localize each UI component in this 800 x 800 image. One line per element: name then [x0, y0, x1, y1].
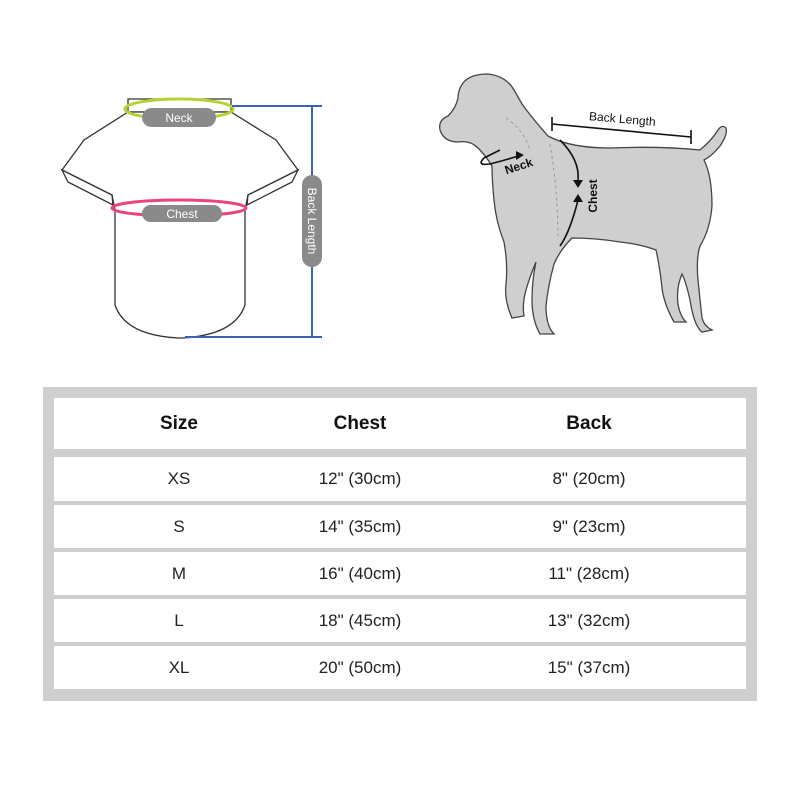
- chest-cell: 18" (45cm): [318, 610, 402, 630]
- chest-cell: 14" (35cm): [318, 516, 402, 536]
- header-chest: Chest: [333, 412, 387, 434]
- size-cell: L: [174, 610, 184, 630]
- dog-chest-label: Chest: [586, 179, 600, 213]
- neck-label: Neck: [165, 111, 193, 125]
- back-length-label: Back Length: [305, 187, 319, 255]
- chest-label: Chest: [166, 207, 198, 221]
- chest-cell: 12" (30cm): [318, 469, 402, 488]
- back-cell: 15" (37cm): [547, 657, 631, 677]
- back-cell: 11" (28cm): [548, 563, 630, 583]
- header-size: Size: [159, 412, 199, 434]
- size-cell: M: [171, 563, 187, 583]
- table-row: [54, 599, 746, 642]
- dog-diagram: [440, 74, 727, 334]
- table-row: [54, 505, 746, 548]
- back-cell: 9" (23cm): [552, 516, 626, 536]
- dog-back-length-label: Back Length: [588, 109, 657, 129]
- back-cell: 8" (20cm): [552, 469, 626, 488]
- table-row: [54, 552, 746, 595]
- chest-cell: 16" (40cm): [318, 563, 402, 583]
- chest-cell: 20" (50cm): [318, 657, 402, 677]
- size-diagram: [0, 0, 800, 380]
- table-row: [54, 646, 746, 689]
- header-back: Back: [566, 412, 612, 434]
- table-header-row: [54, 398, 746, 449]
- size-cell: XS: [167, 469, 191, 488]
- dog-silhouette: [440, 74, 727, 334]
- back-cell: 13" (32cm): [547, 610, 631, 630]
- table-row: [54, 457, 746, 501]
- size-cell: S: [173, 516, 185, 536]
- size-cell: XL: [168, 657, 190, 677]
- dog-neck-label: Neck: [502, 155, 535, 178]
- size-chart-table: [43, 387, 757, 701]
- shirt-body: [62, 112, 298, 338]
